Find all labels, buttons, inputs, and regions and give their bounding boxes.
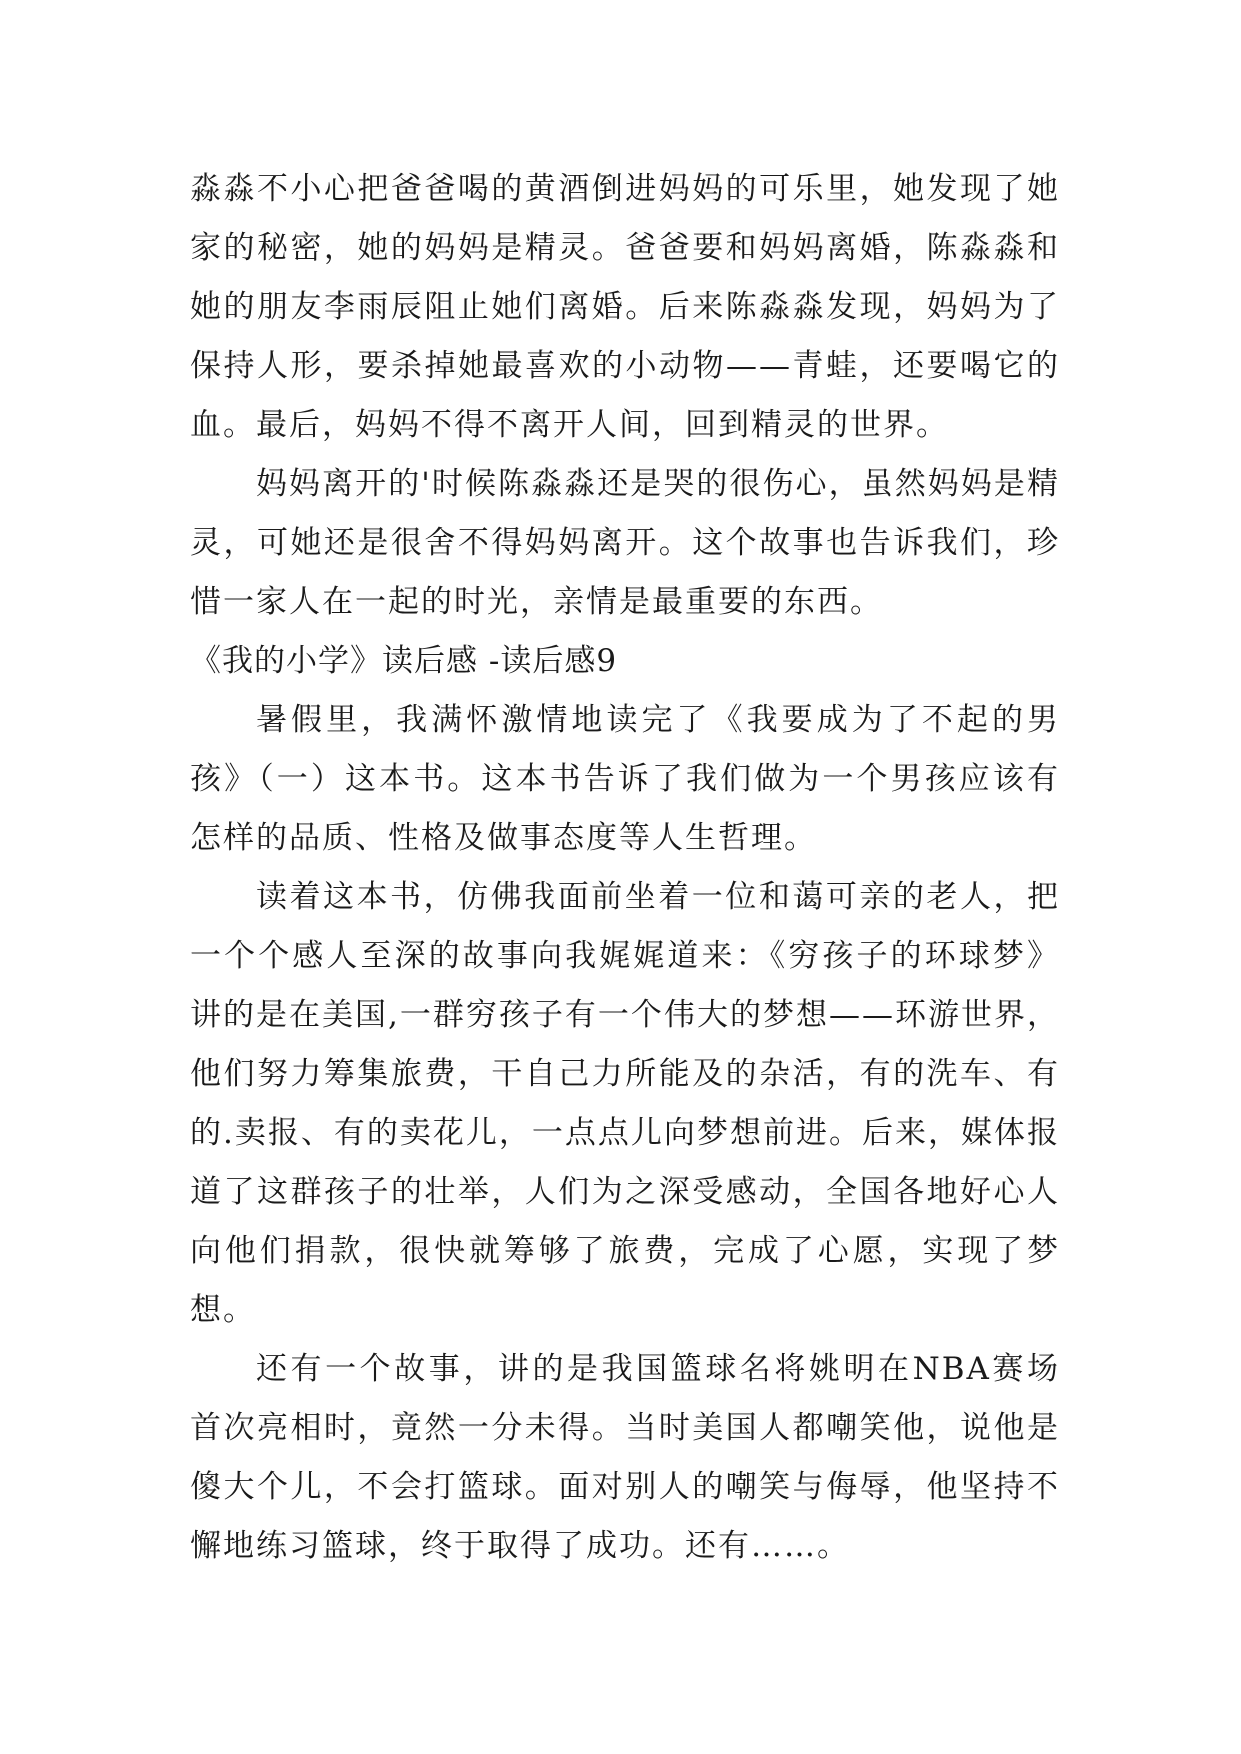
paragraph-story-two: 还有一个故事，讲的是我国篮球名将姚明在NBA赛场首次亮相时，竟然一分未得。当时美国人都嘲笑他，说他是傻大个儿，不会打篮球。面对别人的嘲笑与侮辱，他坚持不懈地练习篮球，终于取得了成功。还有……。 (190, 1351, 1060, 1564)
document-page (190, 160, 1060, 1576)
paragraph-story-one: 读着这本书，仿佛我面前坐着一位和蔼可亲的老人，把一个个感人至深的故事向我娓娓道来：《穷孩子的环球梦》讲的是在美国,一群穷孩子有一个伟大的梦想——环游世界，他们努力筹集旅费，干自己力所能及的杂活，有的洗车、有的.卖报、有的卖花儿，一点点儿向梦想前进。后来，媒体报道了这群孩子的壮举，人们为之深受感动，全国各地好心人向他们捐款，很快就筹够了旅费，完成了心愿，实现了梦想。 (190, 879, 1060, 1328)
paragraph-reflection: 妈妈离开的'时候陈淼淼还是哭的很伤心，虽然妈妈是精灵，可她还是很舍不得妈妈离开。这个故事也告诉我们，珍惜一家人在一起的时光，亲情是最重要的东西。 (190, 466, 1060, 620)
section-heading: 《我的小学》读后感 -读后感9 (190, 643, 618, 679)
paragraph-story-ending: 淼淼不小心把爸爸喝的黄酒倒进妈妈的可乐里，她发现了她家的秘密，她的妈妈是精灵。爸爸要和妈妈离婚，陈淼淼和她的朋友李雨辰阻止她们离婚。后来陈淼淼发现，妈妈为了保持人形，要杀掉她最喜欢的小动物——青蛙，还要喝它的血。最后，妈妈不得不离开人间，回到精灵的世界。 (190, 171, 1060, 443)
paragraph-intro: 暑假里，我满怀激情地读完了《我要成为了不起的男孩》（一）这本书。这本书告诉了我们做为一个男孩应该有怎样的品质、性格及做事态度等人生哲理。 (190, 702, 1060, 856)
